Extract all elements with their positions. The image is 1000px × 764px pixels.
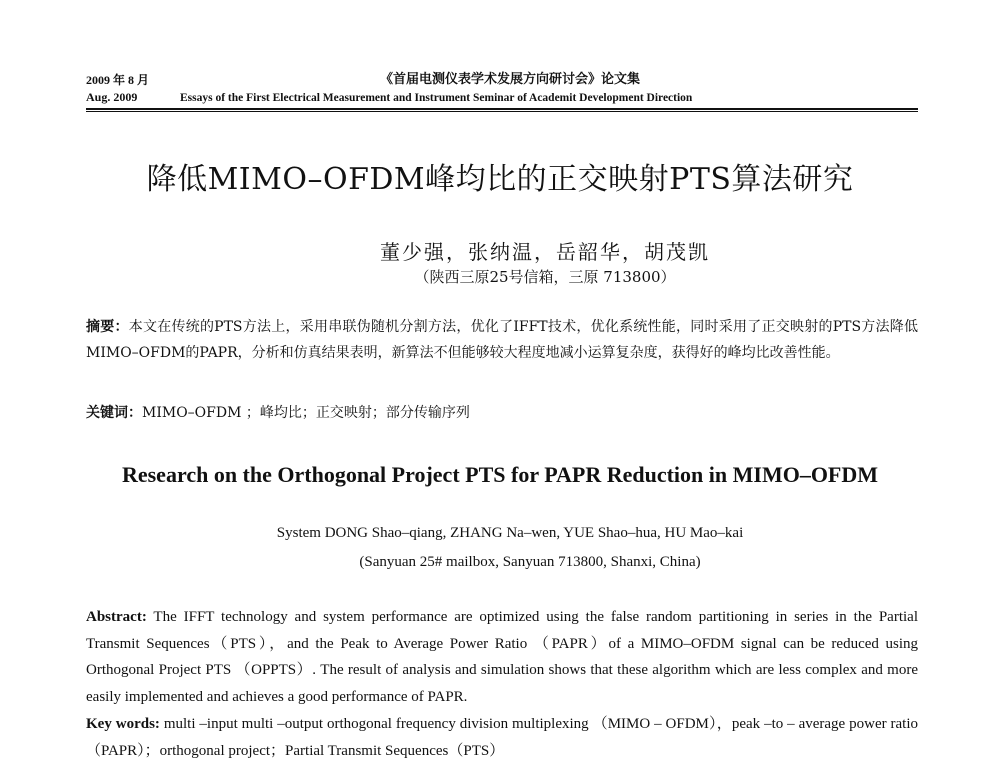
header-rule (86, 108, 918, 110)
abstract-text-en: The IFFT technology and system performance are optimized using the false random partitioning in series in the Partial Transmit Sequences（PTS），and the Peak to Average Power Ratio （PAPR）of a MIMO–OFDM signal can be reduced using Orthogonal Project PTS （OPPTS）. The result of analysis and simulation shows that these algorithm which are less complex and more easily implemented and achieves a good performance of PAPR. (86, 609, 918, 705)
abstract-label-en: Abstract: (86, 609, 147, 625)
affiliation-cn: （陕西三原25号信箱，三原 713800） (414, 268, 676, 286)
keywords-label-en: Key words: (86, 716, 160, 732)
paper-title-en: Research on the Orthogonal Project PTS for PAPR Reduction in MIMO–OFDM (121, 462, 879, 487)
date-en: Aug. 2009 (86, 90, 138, 104)
abstract-text-cn: 本文在传统的PTS方法上，采用串联伪随机分割方法，优化了IFFT技术，优化系统性能，同时采用了正交映射的PTS方法降低MIMO–OFDM的PAPR，分析和仿真结果表明，新算法不但能够较大程度地减小运算复杂度，获得好的峰均比改善性能。 (86, 319, 919, 361)
keywords-text-cn: MIMO–OFDM ；峰均比；正交映射；部分传输序列 (142, 405, 470, 421)
keywords-en (86, 711, 918, 764)
keywords-text-en: multi –input multi –output orthogonal frequency division multiplexing （MIMO – OFDM），peak –to – average power ratio（PAPR）；orthogonal project；Partial Transmit Sequences（PTS） (86, 716, 918, 759)
authors-en: System DONG Shao–qiang, ZHANG Na–wen, YUE Shao–hua, HU Mao–kai (276, 525, 744, 541)
authors-cn: 董少强，张纳温，岳韶华，胡茂凯 (380, 240, 710, 264)
journal-title-en: Essays of the First Electrical Measurement and Instrument Seminar of Academit Development Direction (180, 92, 693, 104)
affiliation-en: (Sanyuan 25# mailbox, Sanyuan 713800, Shanxi, China) (359, 554, 701, 570)
abstract-cn (86, 314, 918, 366)
header-rule-thin (86, 111, 918, 112)
abstract-en (86, 604, 918, 710)
abstract-label-cn: 摘要： (86, 319, 129, 335)
journal-title-cn: 《首届电测仪表学术发展方向研讨会》论文集 (379, 72, 640, 87)
date-cn: 2009 年 8 月 (86, 73, 150, 87)
keywords-label-cn: 关键词： (86, 405, 142, 421)
keywords-cn (86, 400, 918, 426)
paper-title-cn: 降低MIMO–OFDM峰均比的正交映射PTS算法研究 (146, 162, 854, 197)
